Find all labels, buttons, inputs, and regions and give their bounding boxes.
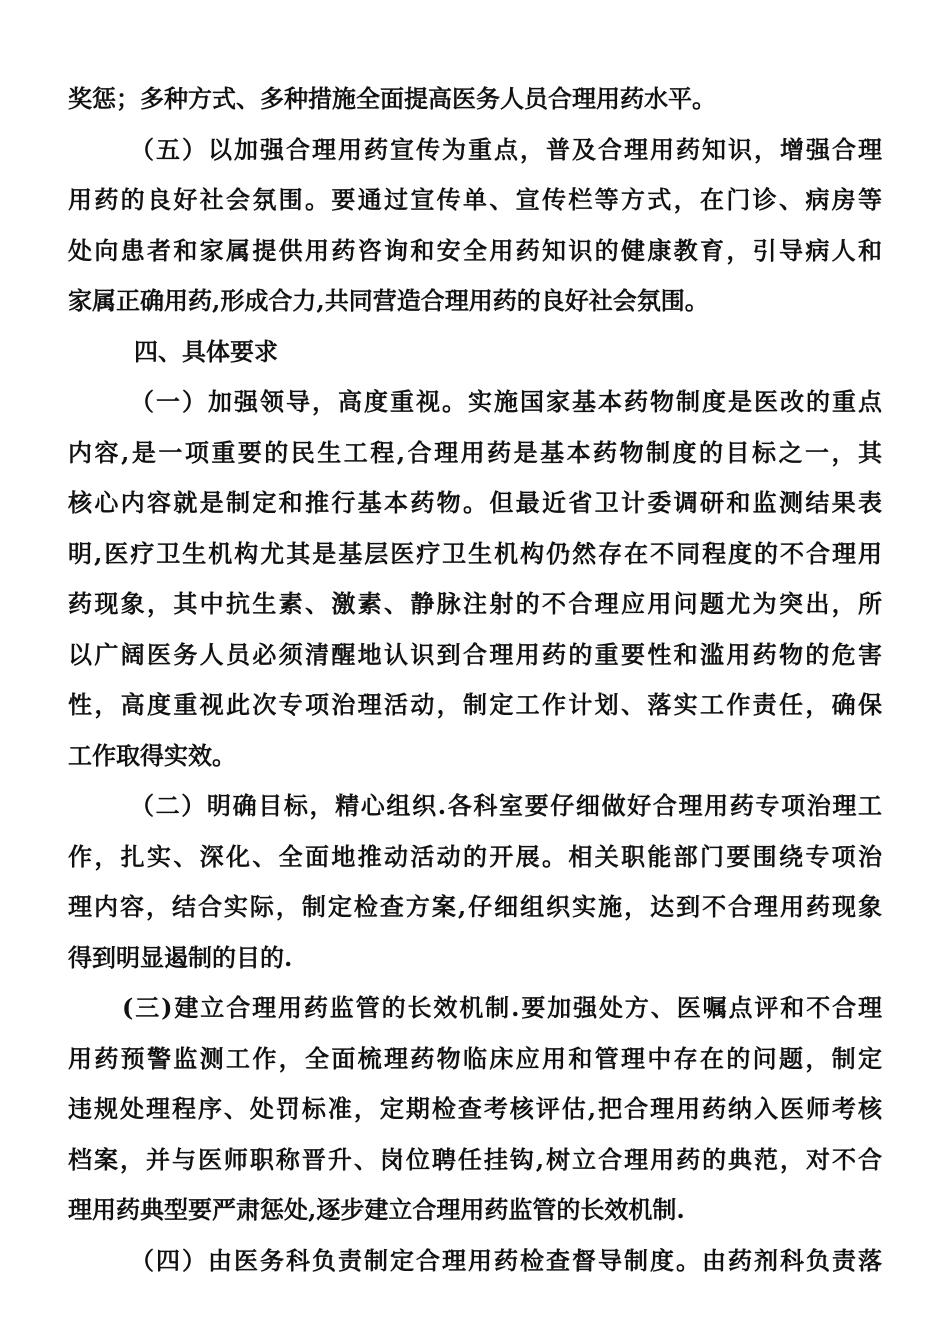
text-line: 性，高度重视此次专项治理活动，制定工作计划、落实工作责任，确保 <box>68 690 882 719</box>
text-line: 药现象，其中抗生素、激素、静脉注射的不合理应用问题尤为突出，所 <box>68 589 882 618</box>
text-line: 内容,是一项重要的民生工程,合理用药是基本药物制度的目标之一，其 <box>68 437 882 467</box>
text-line: 处向患者和家属提供用药咨询和安全用药知识的健康教育，引导病人和 <box>68 235 882 265</box>
text-line: 理内容，结合实际，制定检查方案,仔细组织实施，达到不合理用药现象 <box>68 892 882 921</box>
text-line: 用药预警监测工作，全面梳理药物临床应用和管理中存在的问题，制定 <box>68 1043 882 1073</box>
text-line: 以广阔医务人员必须清醒地认识到合理用药的重要性和滥用药物的危害 <box>68 639 882 669</box>
text-line: 家属正确用药,形成合力,共同营造合理用药的良好社会氛围。 <box>68 286 709 315</box>
text-line: 奖惩；多种方式、多种措施全面提高医务人员合理用药水平。 <box>68 84 716 113</box>
text-line: 明,医疗卫生机构尤其是基层医疗卫生机构仍然存在不同程度的不合理用 <box>68 538 882 568</box>
paragraph-start-line: （五）以加强合理用药宣传为重点，普及合理用药知识，增强合理 <box>130 134 882 164</box>
text-line: 用药的良好社会氛围。要通过宣传单、宣传栏等方式，在门诊、病房等 <box>68 185 882 214</box>
text-line: 违规处理程序、处罚标准，定期检查考核评估,把合理用药纳入医师考核 <box>68 1094 882 1123</box>
paragraph-start-line: (三)建立合理用药监管的长效机制.要加强处方、医嘱点评和不合理 <box>122 993 882 1022</box>
section-heading: 四、具体要求 <box>134 336 278 366</box>
text-line: 作，扎实、深化、全面地推动活动的开展。相关职能部门要围绕专项治 <box>68 841 882 871</box>
text-line: 理用药典型要严肃惩处,逐步建立合理用药监管的长效机制. <box>68 1195 685 1224</box>
paragraph-start-line: （四）由医务科负责制定合理用药检查督导制度。由药剂科负责落 <box>130 1245 882 1275</box>
text-line: 核心内容就是制定和推行基本药物。但最近省卫计委调研和监测结果表 <box>68 488 882 517</box>
paragraph-start-line: （二）明确目标，精心组织.各科室要仔细做好合理用药专项治理工 <box>130 791 882 820</box>
text-line: 工作取得实效。 <box>68 740 236 770</box>
text-line: 档案，并与医师职称晋升、岗位聘任挂钩,树立合理用药的典范，对不合 <box>68 1144 882 1174</box>
text-line: 得到明显遏制的目的. <box>68 942 293 972</box>
paragraph-start-line: （一）加强领导，高度重视。实施国家基本药物制度是医改的重点 <box>130 387 882 416</box>
